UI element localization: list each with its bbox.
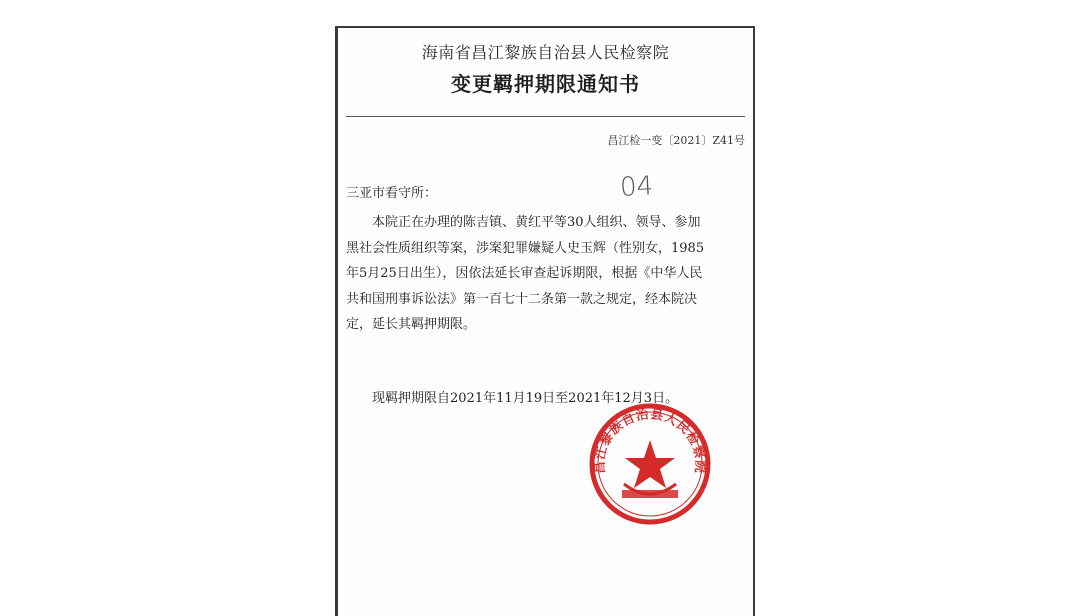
document-page — [335, 26, 755, 616]
document-title: 变更羁押期限通知书 — [451, 72, 640, 96]
notice-paragraph — [346, 210, 748, 338]
handwritten-mark: 04 — [619, 171, 654, 203]
paragraph-line: 黑社会性质组织等案，涉案犯罪嫌疑人史玉辉（性别女，1985 — [346, 240, 705, 256]
seal-text: 昌江黎族自治县人民检察院 — [591, 406, 709, 475]
paragraph-line: 定，延长其羁押期限。 — [346, 317, 477, 333]
document-number: 昌江检一变〔2021〕Z41号 — [607, 134, 745, 147]
recipient-line: 三亚市看守所： — [346, 186, 438, 201]
paragraph-line: 现羁押期限自2021年11月19日至2021年12月3日。 — [372, 391, 679, 406]
paragraph-line: 年5月25日出生），因依法延长审查起诉期限，根据《中华人民 — [346, 266, 703, 282]
title-divider — [346, 116, 745, 117]
paragraph-line: 本院正在办理的陈吉镇、黄红平等30人组织、领导、参加 — [372, 215, 701, 230]
issuing-organization: 海南省昌江黎族自治县人民检察院 — [421, 43, 670, 62]
official-seal — [586, 400, 714, 528]
paragraph-line: 共和国刑事诉讼法》第一百七十二条第一款之规定，经本院决 — [346, 291, 698, 307]
